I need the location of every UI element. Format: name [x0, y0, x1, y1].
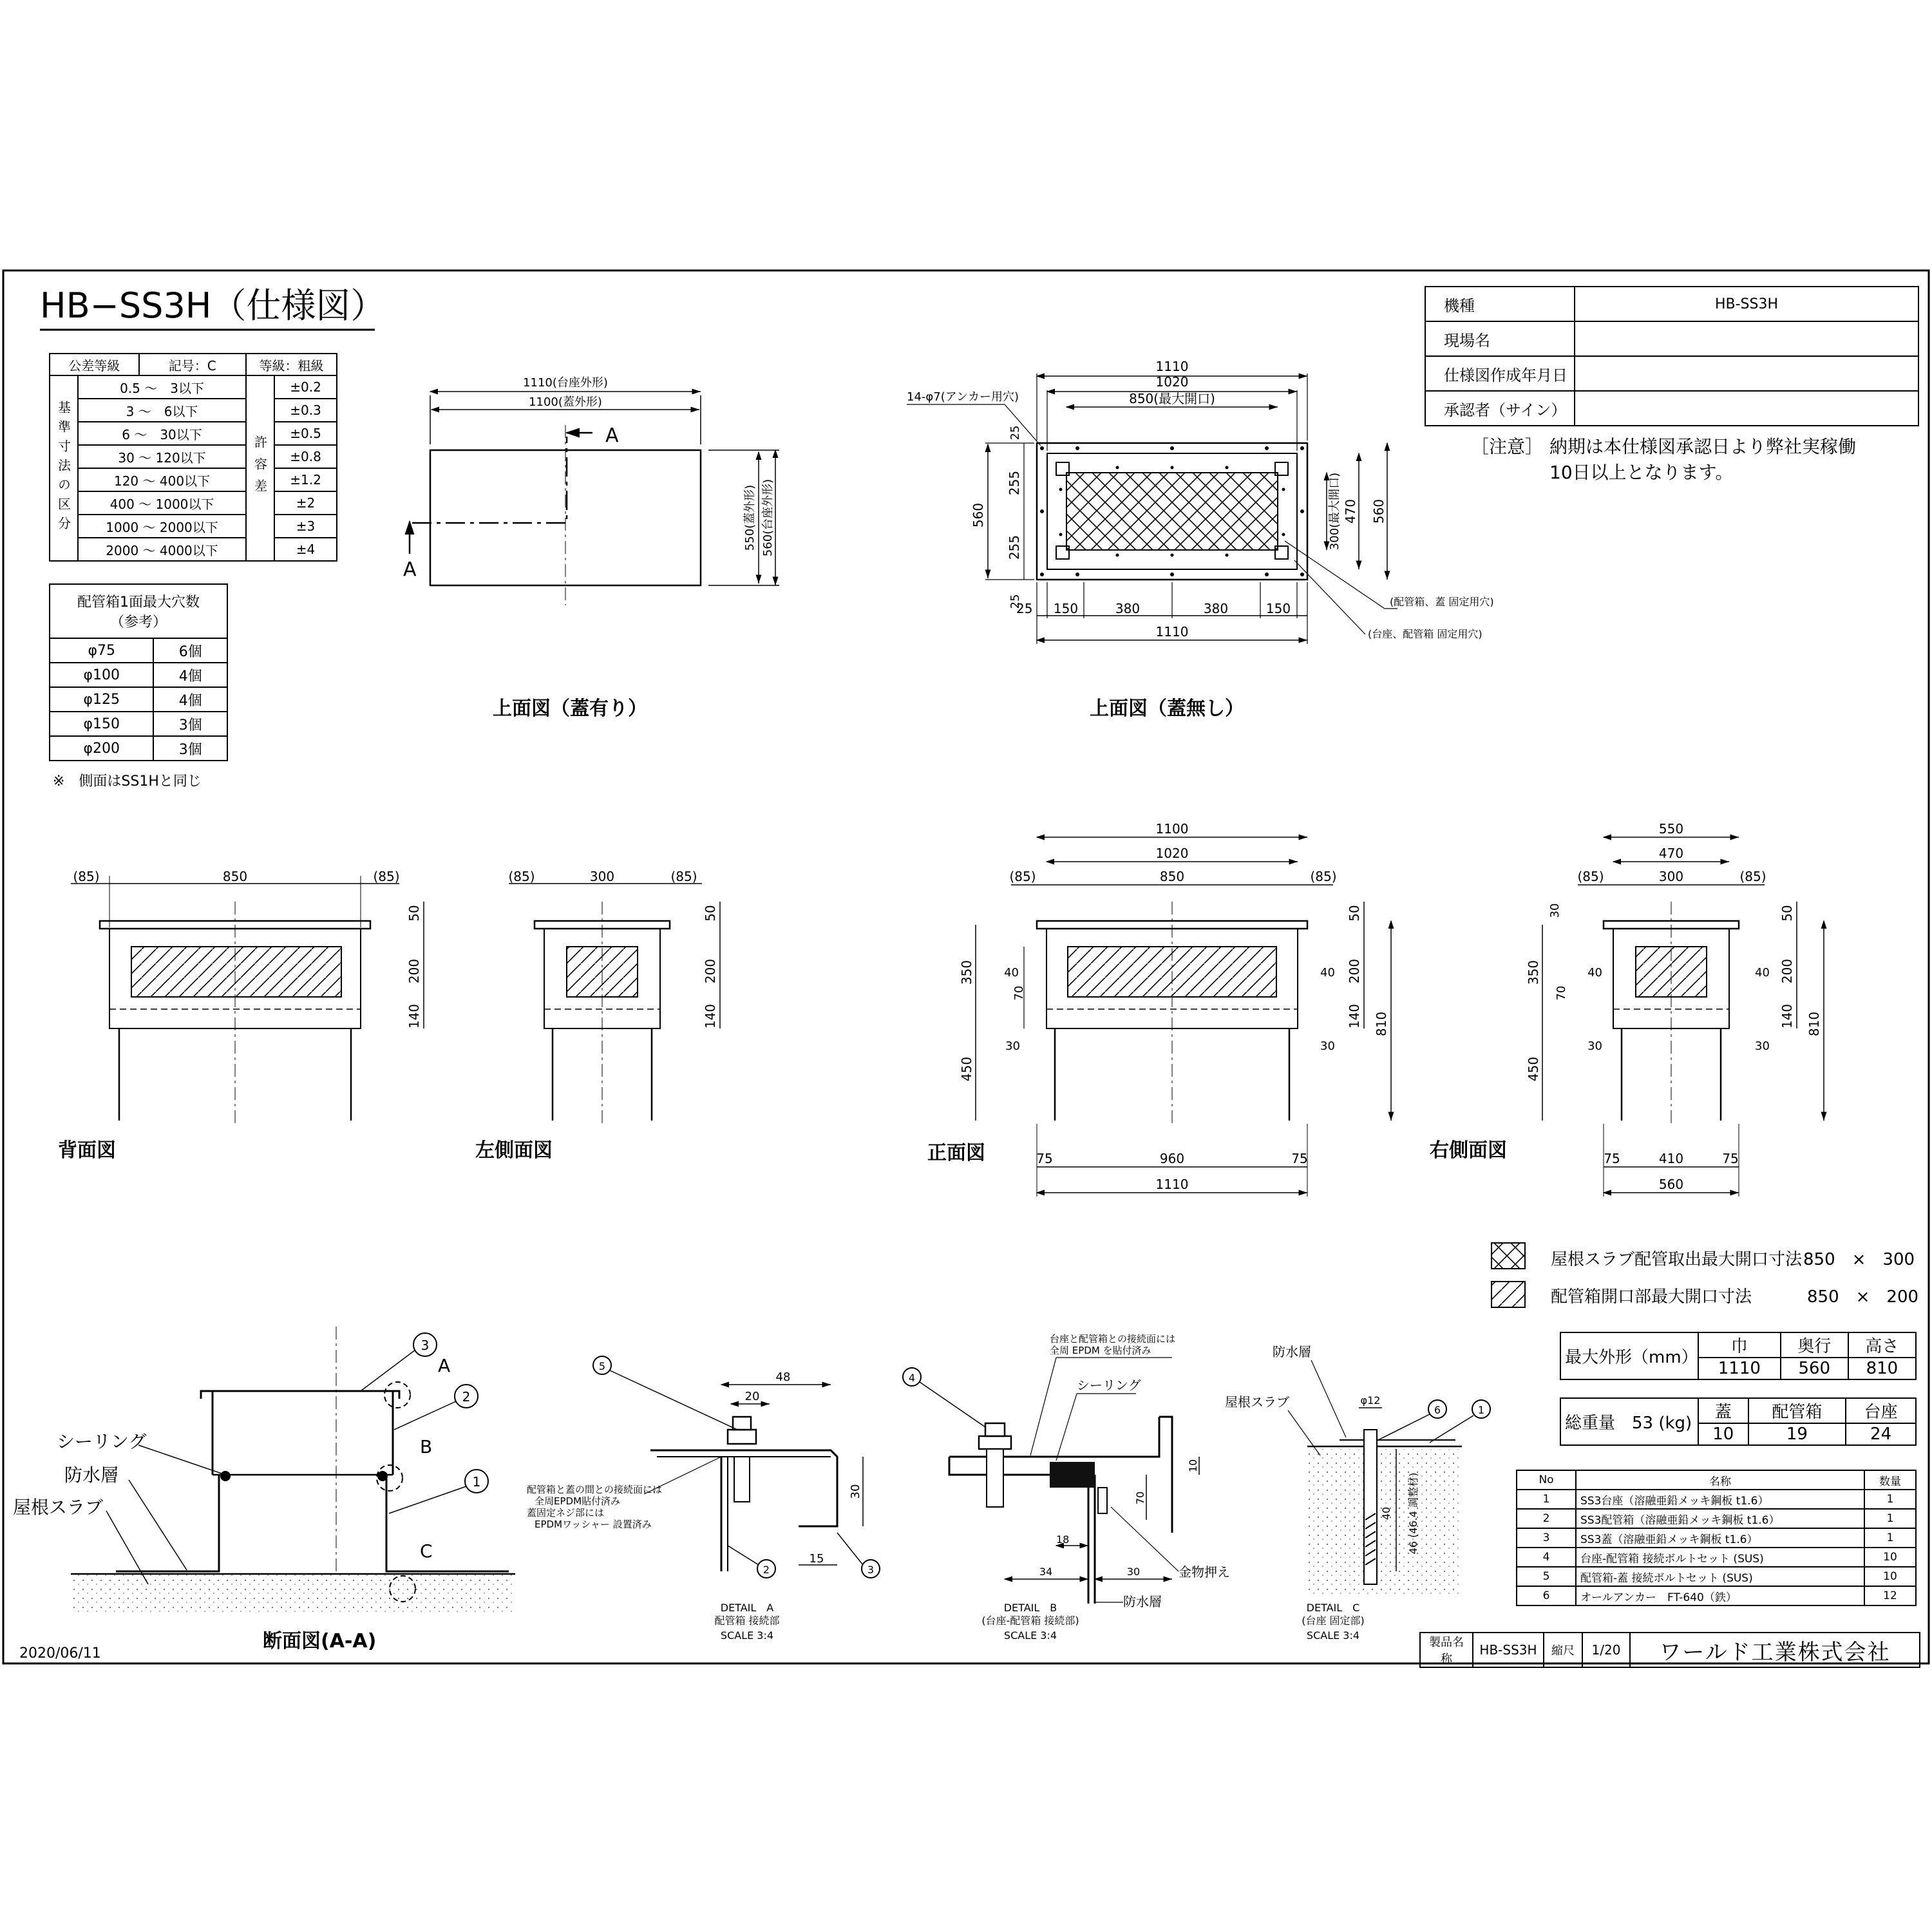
- detail-c-scale: SCALE 3:4: [1306, 1629, 1360, 1642]
- dim-right-50: 50: [1779, 905, 1795, 922]
- dim-150-b: 150: [1265, 601, 1291, 616]
- project-info-table: [1425, 286, 1919, 426]
- detail-a-note-3: 蓋固定ネジ部には: [527, 1507, 605, 1519]
- parts-table: [1516, 1470, 1917, 1606]
- anchor-hole-note: 14-φ7(アンカー用穴): [907, 390, 1019, 404]
- dim-front-1100: 1100: [1155, 821, 1189, 837]
- detail-c-balloon-1: 1: [1477, 1404, 1485, 1416]
- tol-range-3: 30 〜 120以下: [78, 445, 246, 468]
- legend-item-2-value: 850 × 200: [1807, 1287, 1919, 1307]
- section-detail-b: B: [420, 1436, 433, 1457]
- view-label-section: 断面図(A-A): [263, 1630, 377, 1653]
- legend-item-1-value: 850 × 300: [1803, 1250, 1915, 1269]
- dim-left-200: 200: [703, 958, 718, 984]
- dim-25-bottom: 25: [1016, 601, 1033, 616]
- dim-front-200: 200: [1347, 958, 1362, 984]
- detail-c-dim-40: 40: [1380, 1506, 1392, 1520]
- tol-value-4: ±1.2: [274, 468, 337, 491]
- dim-front-850: 850: [1159, 869, 1185, 884]
- section-label-sealing: シーリング: [57, 1431, 147, 1452]
- hole-size-0: φ75: [50, 638, 153, 663]
- info-value-site: [1575, 321, 1918, 356]
- notice-line-2: 10日以上となります。: [1549, 462, 1734, 483]
- holes-table-note: ※ 側面はSS1Hと同じ: [53, 773, 202, 790]
- view-label-left: 左側面図: [475, 1139, 553, 1162]
- dim-front-140: 140: [1347, 1003, 1362, 1029]
- dim-front-50: 50: [1347, 905, 1362, 922]
- detail-a-scale: SCALE 3:4: [720, 1629, 774, 1642]
- max-size-table: [1560, 1332, 1917, 1380]
- dim-1100-lid: 1100(蓋外形): [529, 395, 602, 409]
- dim-front-30b: 30: [1320, 1039, 1335, 1053]
- dim-back-200: 200: [406, 958, 422, 984]
- dim-right-40b: 40: [1755, 966, 1770, 980]
- part-no-4: 4: [1517, 1548, 1576, 1567]
- tol-value-7: ±4: [274, 538, 337, 561]
- dim-front-350: 350: [959, 960, 974, 985]
- detail-a-title: DETAIL A: [720, 1602, 774, 1614]
- legend-item-1: 屋根スラブ配管取出最大開口寸法: [1551, 1250, 1803, 1269]
- detail-a-dim-20: 20: [744, 1390, 760, 1403]
- right-side-view: [1526, 821, 1824, 1197]
- tol-value-0: ±0.2: [274, 375, 337, 399]
- dim-1110-outer: 1110(台座外形): [523, 376, 608, 390]
- dim-right-30b: 30: [1755, 1039, 1770, 1053]
- notice-line-1: 納期は本仕様図承認日より弊社実稼働: [1549, 436, 1857, 457]
- view-label-back: 背面図: [58, 1139, 116, 1162]
- detail-a-view: [527, 1356, 880, 1642]
- detail-a-balloon-3: 3: [867, 1564, 875, 1576]
- tol-header-class: 公差等級: [50, 354, 139, 375]
- dim-560-left: 560: [971, 502, 986, 528]
- hole-count-1: 4個: [153, 663, 227, 687]
- hole-size-2: φ125: [50, 687, 153, 712]
- tol-range-7: 2000 〜 4000以下: [78, 538, 246, 561]
- dim-right-75a: 75: [1604, 1151, 1620, 1166]
- detail-b-balloon-4: 4: [908, 1372, 916, 1384]
- dim-150-a: 150: [1053, 601, 1079, 616]
- dim-front-1110: 1110: [1155, 1177, 1189, 1192]
- part-no-6: 6: [1517, 1586, 1576, 1605]
- dim-right-30a: 30: [1587, 1039, 1602, 1053]
- fix-hole-note-1: (配管箱、蓋 固定用穴): [1390, 596, 1494, 608]
- detail-a-balloon-2: 2: [762, 1564, 770, 1576]
- dim-380-b: 380: [1203, 601, 1229, 616]
- dim-1020-top: 1020: [1155, 374, 1189, 390]
- section-balloon-1: 1: [472, 1474, 481, 1490]
- hole-size-4: φ200: [50, 736, 153, 761]
- dim-left-85b: (85): [670, 869, 697, 884]
- hole-count-4: 3個: [153, 736, 227, 761]
- detail-c-slab: 屋根スラブ: [1225, 1394, 1289, 1410]
- dim-back-50: 50: [406, 905, 422, 922]
- title-block-company: ワールド工業株式会社: [1630, 1633, 1920, 1667]
- dim-left-85a: (85): [508, 869, 535, 884]
- weight-label: 総重量 53 (kg): [1560, 1398, 1698, 1445]
- part-qty-6: 12: [1864, 1586, 1916, 1605]
- top-view-with-lid: [403, 376, 779, 605]
- part-qty-5: 10: [1864, 1567, 1916, 1586]
- info-label-site: 現場名: [1425, 321, 1575, 356]
- dim-right-410: 410: [1658, 1151, 1684, 1166]
- dim-right-40a: 40: [1587, 966, 1602, 980]
- legend-item-2: 配管箱開口部最大開口寸法: [1551, 1287, 1752, 1307]
- dim-left-300: 300: [589, 869, 615, 884]
- view-label-top-nolid: 上面図（蓋無し）: [1090, 697, 1244, 720]
- max-size-h-width: 巾: [1698, 1332, 1781, 1358]
- dim-255-left-b: 255: [1007, 535, 1022, 560]
- part-name-2: SS3配管箱（溶融亜鉛メッキ鋼板 t1.6）: [1576, 1509, 1864, 1528]
- dim-front-85b: (85): [1310, 869, 1337, 884]
- tolerance-table: [49, 353, 337, 562]
- dim-back-140: 140: [406, 1003, 422, 1029]
- hole-count-0: 6個: [153, 638, 227, 663]
- tol-range-5: 400 〜 1000以下: [78, 491, 246, 515]
- max-size-h-depth: 奥行: [1781, 1332, 1848, 1358]
- left-side-view: [508, 869, 720, 1127]
- dim-850-open: 850(最大開口): [1129, 391, 1215, 406]
- dim-front-30a: 30: [1005, 1039, 1020, 1053]
- detail-b-dim-18: 18: [1056, 1533, 1070, 1546]
- dim-front-85a: (85): [1009, 869, 1036, 884]
- dim-300-open: 300(最大開口): [1328, 472, 1341, 551]
- holes-table-title-cell: [50, 584, 227, 638]
- legend-diag-hatch-swatch: [1492, 1282, 1525, 1307]
- max-size-height: 810: [1848, 1358, 1916, 1379]
- dim-25-left-top: 25: [1009, 425, 1022, 440]
- dim-right-75b: 75: [1722, 1151, 1739, 1166]
- notice-label: ［注意］: [1471, 436, 1544, 457]
- holes-table-subtitle: （参考）: [109, 614, 167, 630]
- dim-front-75b: 75: [1291, 1151, 1308, 1166]
- part-name-3: SS3蓋（溶融亜鉛メッキ鋼板 t1.6）: [1576, 1528, 1864, 1548]
- detail-b-dim-34: 34: [1039, 1566, 1053, 1578]
- part-no-5: 5: [1517, 1567, 1576, 1586]
- holes-table-title: 配管箱1面最大穴数: [77, 594, 200, 611]
- detail-c-waterproof: 防水層: [1273, 1344, 1311, 1359]
- part-name-4: 台座-配管箱 接続ボルトセット (SUS): [1576, 1548, 1864, 1567]
- section-label-slab: 屋根スラブ: [13, 1497, 104, 1518]
- detail-a-balloon-5: 5: [598, 1360, 606, 1372]
- detail-c-dim-12: φ12: [1360, 1394, 1381, 1406]
- detail-a-dim-48: 48: [775, 1370, 791, 1384]
- dim-right-70: 70: [1555, 985, 1568, 1001]
- dim-front-810: 810: [1374, 1011, 1389, 1037]
- cut-mark-a-top: A: [605, 424, 619, 447]
- section-a-a-view: [13, 1327, 515, 1613]
- detail-b-dim-30: 30: [1126, 1566, 1141, 1578]
- weight-lid: 10: [1698, 1423, 1748, 1445]
- info-value-date: [1575, 356, 1918, 391]
- parts-h-name: 名称: [1576, 1470, 1864, 1490]
- tol-header-symbol: 記号：C: [139, 354, 247, 375]
- tol-value-5: ±2: [274, 491, 337, 515]
- dim-right-810: 810: [1806, 1011, 1822, 1037]
- detail-a-dim-15: 15: [809, 1552, 824, 1566]
- detail-b-sub: (台座-配管箱 接続部): [981, 1615, 1079, 1627]
- title-block: [1419, 1632, 1920, 1668]
- dim-550-lid: 550(蓋外形): [743, 484, 757, 551]
- detail-b-waterproof: 防水層: [1123, 1594, 1162, 1609]
- view-label-front: 正面図: [927, 1142, 985, 1164]
- dim-1110-bottom: 1110: [1155, 624, 1189, 639]
- part-qty-3: 1: [1864, 1528, 1916, 1548]
- tol-value-1: ±0.3: [274, 399, 337, 422]
- part-name-1: SS3台座（溶融亜鉛メッキ鋼板 t1.6）: [1576, 1490, 1864, 1509]
- weight-table: [1560, 1397, 1917, 1446]
- back-view: [71, 869, 424, 1127]
- front-view: [959, 821, 1391, 1197]
- max-size-h-height: 高さ: [1848, 1332, 1916, 1358]
- detail-c-view: [1225, 1344, 1490, 1642]
- tol-value-6: ±3: [274, 515, 337, 538]
- drawing-date: 2020/06/11: [19, 1645, 101, 1662]
- tol-range-2: 6 〜 30以下: [78, 422, 246, 445]
- detail-b-dim-10: 10: [1187, 1459, 1199, 1473]
- top-view-without-lid: [907, 359, 1494, 644]
- section-balloon-2: 2: [462, 1389, 471, 1405]
- weight-box: 19: [1748, 1423, 1846, 1445]
- detail-b-note-1: 台座と配管箱との接続面には: [1050, 1333, 1176, 1345]
- tol-range-0: 0.5 〜 3以下: [78, 375, 246, 399]
- dim-back-85b: (85): [373, 869, 400, 884]
- dim-front-1020: 1020: [1155, 846, 1189, 861]
- dim-front-40b: 40: [1320, 966, 1335, 980]
- max-holes-table: [49, 583, 228, 761]
- dim-right-85a: (85): [1577, 869, 1604, 884]
- parts-h-qty: 数量: [1864, 1470, 1916, 1490]
- tol-value-3: ±0.8: [274, 445, 337, 468]
- detail-a-dim-30: 30: [849, 1484, 862, 1499]
- detail-a-note-2: 全周EPDM貼付済み: [535, 1495, 621, 1507]
- section-label-waterproof: 防水層: [64, 1464, 119, 1486]
- dim-255-left-a: 255: [1007, 470, 1022, 496]
- hole-size-3: φ150: [50, 712, 153, 736]
- dim-380-a: 380: [1115, 601, 1141, 616]
- detail-a-note-1: 配管箱と蓋の間との接続面には: [527, 1484, 663, 1495]
- dim-right-550: 550: [1658, 821, 1684, 837]
- max-size-depth: 560: [1781, 1358, 1848, 1379]
- info-label-approver: 承認者（サイン）: [1425, 391, 1575, 426]
- weight-h-lid: 蓋: [1698, 1398, 1748, 1423]
- detail-c-dim-46: 46 (46.4 調整材): [1407, 1472, 1419, 1555]
- part-name-6: オールアンカー FT-640（鉄）: [1576, 1586, 1864, 1605]
- dim-right-140: 140: [1779, 1003, 1795, 1029]
- dim-back-85a: (85): [73, 869, 100, 884]
- dim-560-outer: 560(台座外形): [761, 478, 775, 557]
- section-detail-c: C: [420, 1540, 433, 1562]
- dim-front-960: 960: [1159, 1151, 1185, 1166]
- legend-cross-hatch-swatch: [1492, 1243, 1525, 1269]
- title-block-scale: 1/20: [1582, 1633, 1630, 1667]
- part-name-5: 配管箱-蓋 接続ボルトセット (SUS): [1576, 1567, 1864, 1586]
- tol-header-grade: 等級：粗級: [246, 354, 337, 375]
- hole-size-1: φ100: [50, 663, 153, 687]
- dim-right-470: 470: [1658, 846, 1684, 861]
- detail-a-note-4: EPDMワッシャー 設置済み: [535, 1519, 652, 1530]
- dim-right-30-top: 30: [1548, 903, 1562, 918]
- part-qty-4: 10: [1864, 1548, 1916, 1567]
- part-qty-2: 1: [1864, 1509, 1916, 1528]
- info-label-date: 仕様図作成年月日: [1425, 356, 1575, 391]
- part-no-1: 1: [1517, 1490, 1576, 1509]
- parts-h-no: No: [1517, 1470, 1576, 1490]
- dim-front-450: 450: [959, 1056, 974, 1082]
- detail-b-view: [903, 1333, 1230, 1642]
- view-label-right: 右側面図: [1430, 1139, 1507, 1162]
- dim-right-350: 350: [1526, 960, 1541, 985]
- tol-range-4: 120 〜 400以下: [78, 468, 246, 491]
- info-value-approver: [1575, 391, 1918, 426]
- detail-b-dim-70: 70: [1134, 1491, 1146, 1505]
- weight-h-base: 台座: [1846, 1398, 1916, 1423]
- title-block-product-label: 製品名称: [1420, 1633, 1473, 1667]
- dim-1110-top: 1110: [1155, 359, 1189, 374]
- tol-side-label: 基準寸法の区分: [50, 375, 78, 561]
- section-detail-a: A: [438, 1355, 451, 1376]
- dim-front-70: 70: [1012, 985, 1026, 1001]
- detail-c-title: DETAIL C: [1306, 1602, 1360, 1614]
- max-size-width: 1110: [1698, 1358, 1781, 1379]
- detail-c-sub: (台座 固定部): [1302, 1615, 1365, 1627]
- dim-front-40a: 40: [1004, 966, 1019, 980]
- detail-c-balloon-6: 6: [1434, 1404, 1441, 1416]
- hole-count-3: 3個: [153, 712, 227, 736]
- tol-value-2: ±0.5: [274, 422, 337, 445]
- dim-470-right: 470: [1343, 498, 1358, 524]
- detail-b-note-2: 全周 EPDM を貼付済み: [1050, 1345, 1151, 1356]
- cut-mark-a-left: A: [403, 558, 417, 581]
- hole-count-2: 4個: [153, 687, 227, 712]
- tol-middle-label: 許容差: [246, 375, 274, 561]
- dim-left-50: 50: [703, 905, 718, 922]
- detail-a-sub: 配管箱 接続部: [714, 1615, 780, 1627]
- info-value-model: HB-SS3H: [1575, 287, 1918, 321]
- dim-right-300: 300: [1658, 869, 1684, 884]
- tol-range-1: 3 〜 6以下: [78, 399, 246, 422]
- dim-right-450: 450: [1526, 1056, 1541, 1082]
- dim-560-right: 560: [1371, 498, 1387, 524]
- weight-h-box: 配管箱: [1748, 1398, 1846, 1423]
- detail-b-metal: 金物押え: [1179, 1564, 1230, 1580]
- dim-back-850: 850: [222, 869, 248, 884]
- info-label-model: 機種: [1425, 287, 1575, 321]
- max-size-label: 最大外形（mm）: [1560, 1332, 1698, 1379]
- part-no-2: 2: [1517, 1509, 1576, 1528]
- fix-hole-note-2: (台座、配管箱 固定用穴): [1368, 628, 1482, 640]
- view-label-top-lid: 上面図（蓋有り）: [493, 697, 647, 720]
- dim-right-85b: (85): [1739, 869, 1766, 884]
- dim-right-200: 200: [1779, 958, 1795, 984]
- tol-range-6: 1000 〜 2000以下: [78, 515, 246, 538]
- drawing-title: HB−SS3H（仕様図）: [40, 285, 386, 326]
- dim-25-left-bottom: 25: [1009, 594, 1022, 609]
- part-qty-1: 1: [1864, 1490, 1916, 1509]
- detail-b-scale: SCALE 3:4: [1003, 1629, 1057, 1642]
- detail-b-title: DETAIL B: [1003, 1602, 1057, 1614]
- dim-front-75a: 75: [1036, 1151, 1053, 1166]
- detail-b-sealing: シーリング: [1077, 1378, 1141, 1393]
- part-no-3: 3: [1517, 1528, 1576, 1548]
- dim-left-140: 140: [703, 1003, 718, 1029]
- title-block-product: HB-SS3H: [1473, 1633, 1544, 1667]
- title-block-scale-label: 縮尺: [1544, 1633, 1582, 1667]
- weight-base: 24: [1846, 1423, 1916, 1445]
- section-balloon-3: 3: [421, 1338, 430, 1353]
- dim-right-560: 560: [1658, 1177, 1684, 1192]
